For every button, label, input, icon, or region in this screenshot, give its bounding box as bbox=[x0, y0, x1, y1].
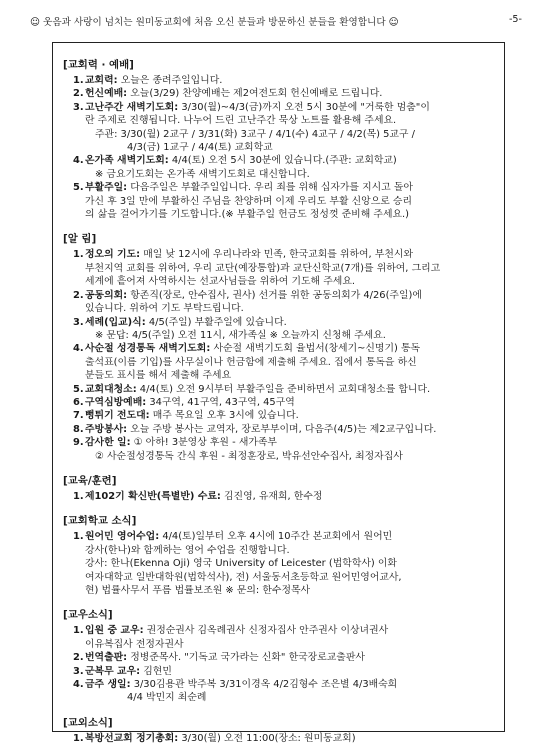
item-continuation: 의 삶을 걸어가기를 기도합니다.(※ 부활주일 헌금도 정성껏 준비해 주세요.) bbox=[85, 209, 410, 221]
item-continuation: 주관: 3/30(월) 2교구 / 3/31(화) 3교구 / 4/1(수) 4교구 / 4/2(목) 5교구 / bbox=[95, 128, 415, 140]
list-item bbox=[73, 396, 494, 409]
item-key: 입원 중 교우: bbox=[85, 625, 144, 637]
item-number: 5. bbox=[73, 383, 84, 395]
item-list bbox=[63, 248, 494, 463]
item-list bbox=[63, 732, 494, 745]
item-key: 세례(입교)식: bbox=[85, 316, 146, 328]
item-number: 7. bbox=[73, 410, 84, 422]
item-number: 4. bbox=[73, 343, 84, 355]
item-continuation: 란 주제로 진행됩니다. 나누어 드린 고난주간 묵상 노트를 활용해 주세요. bbox=[85, 115, 397, 127]
section-title: [ 교우소식 ] bbox=[63, 609, 113, 622]
item-number: 6. bbox=[73, 396, 84, 408]
item-key: 뻥튀기 전도대: bbox=[85, 410, 150, 422]
item-continuation: 강사(한나)와 함께하는 영어 수업을 진행합니다. bbox=[85, 544, 290, 556]
item-number: 1. bbox=[73, 531, 84, 543]
item-continuation: 가신 후 3일 만에 부활하신 주님을 찬양하며 이제 우리도 부활 신앙으로 승리 bbox=[85, 195, 412, 207]
item-key: 구역심방예배: bbox=[85, 396, 147, 408]
item-number: 5. bbox=[73, 182, 84, 194]
section-title: [ 교외소식 ] bbox=[63, 717, 113, 730]
bulletin-frame bbox=[52, 42, 505, 744]
list-item bbox=[73, 732, 494, 745]
item-list bbox=[63, 624, 494, 704]
item-list bbox=[63, 530, 494, 597]
item-continuation: 4/3(금) 1교구 / 4/4(토) 교회학교 bbox=[127, 142, 273, 154]
item-text: 4/4(토) 오전 5시 30분에 있습니다.(주관: 교회학교) bbox=[171, 155, 397, 167]
item-number: 4. bbox=[73, 155, 84, 167]
item-text: 3/30김용관 박주복 3/31이경옥 4/2김형수 조은별 4/3배숙희 bbox=[133, 679, 398, 691]
item-text: 3/30(월)~4/3(금)까지 오전 5시 30분에 "거룩한 멈춤"이 bbox=[181, 101, 430, 113]
item-list bbox=[63, 490, 494, 503]
item-text: 권정순권사 김옥례권사 신정자집사 안주권사 이상녀권사 bbox=[146, 625, 389, 637]
section bbox=[63, 469, 494, 503]
item-continuation: ※ 문답: 4/5(주일) 오전 11시, 새가족실 ※ 오늘까지 신청해 주세요. bbox=[95, 329, 386, 341]
item-list bbox=[63, 74, 494, 221]
item-text: 4/5(주일) 부활주일에 있습니다. bbox=[148, 316, 287, 328]
item-continuation: 이유복집사 전정자권사 bbox=[85, 638, 184, 650]
list-item bbox=[73, 316, 494, 343]
item-text: 오늘(3/29) 찬양예배는 제2여전도회 헌신예배로 드립니다. bbox=[130, 88, 383, 100]
item-key: 주방봉사: bbox=[85, 423, 128, 435]
list-item bbox=[73, 87, 494, 100]
list-item bbox=[73, 101, 494, 155]
item-text: 다음주일은 부활주일입니다. 우리 죄를 위해 십자가를 지시고 돌아 bbox=[130, 182, 413, 194]
item-text: ① 아하! 3분영상 후원 - 새가족부 bbox=[133, 437, 277, 449]
item-continuation: 출석표(이름 기입)를 사무실이나 헌금함에 제출해 주세요. 집에서 통독을 하신 bbox=[85, 356, 417, 368]
list-item bbox=[73, 289, 494, 316]
list-item bbox=[73, 436, 494, 463]
list-item bbox=[73, 423, 494, 436]
item-key: 교회대청소: bbox=[85, 383, 137, 395]
item-number: 1. bbox=[73, 490, 84, 502]
item-number: 8. bbox=[73, 423, 84, 435]
list-item bbox=[73, 490, 494, 503]
item-key: 원어민 영어수업: bbox=[85, 531, 160, 543]
item-text: 항존직(장로, 안수집사, 권사) 선거를 위한 공동의회가 4/26(주일)에 bbox=[130, 289, 422, 301]
item-continuation: 분들도 표시를 해서 제출해 주세요 bbox=[85, 370, 232, 382]
item-text: 4/4(토) 오전 9시부터 부활주일을 준비하면서 교회대청소를 합니다. bbox=[139, 383, 431, 395]
section-title: [ 교회력 · 예배 ] bbox=[63, 59, 134, 72]
item-number: 1. bbox=[73, 732, 84, 744]
item-text: 사순절 새벽기도회 율법서(창세기~신명기) 통독 bbox=[213, 343, 421, 355]
list-item bbox=[73, 74, 494, 87]
list-item bbox=[73, 181, 494, 221]
item-continuation: 강사: 한나(Ekenna Oji) 영국 University of Leicester (법학학사) 이화 bbox=[85, 558, 397, 570]
item-continuation: ※ 금요기도회는 온가족 새벽기도회로 대신합니다. bbox=[95, 168, 310, 180]
item-continuation: 부천지역 교회를 위하여, 우리 교단(예장통합)과 교단신학교(7개)를 위하여, 그리고 bbox=[85, 262, 441, 274]
item-text: 매일 낮 12시에 우리나라와 민족, 한국교회를 위하여, 부천시와 bbox=[143, 249, 413, 261]
section bbox=[63, 711, 494, 745]
item-text: 정병준목사. "기독교 국가라는 신화" 한국장로교출판사 bbox=[130, 652, 365, 664]
item-continuation: 4/4 박민지 최순례 bbox=[127, 692, 207, 704]
item-number: 3. bbox=[73, 665, 84, 677]
item-number: 3. bbox=[73, 101, 84, 113]
list-item bbox=[73, 665, 494, 678]
page-number: -5- bbox=[508, 14, 522, 25]
item-number: 4. bbox=[73, 679, 84, 691]
section bbox=[63, 227, 494, 463]
item-number: 1. bbox=[73, 249, 84, 261]
item-number: 3. bbox=[73, 316, 84, 328]
list-item bbox=[73, 678, 494, 705]
item-text: 김진영, 유재희, 한수정 bbox=[224, 490, 323, 502]
list-item bbox=[73, 530, 494, 597]
item-key: 고난주간 새벽기도회: bbox=[85, 101, 179, 113]
item-number: 1. bbox=[73, 625, 84, 637]
section bbox=[63, 509, 494, 597]
item-key: 번역출판: bbox=[85, 652, 128, 664]
item-text: 4/4(토)일부터 오후 4시에 10주간 본교회에서 원어민 bbox=[162, 531, 393, 543]
item-continuation: 여자대학교 일반대학원(법학석사), 전) 서울동서초등학교 원어민영어교사, bbox=[85, 571, 402, 583]
item-number: 1. bbox=[73, 75, 84, 86]
item-key: 정오의 기도: bbox=[85, 249, 141, 261]
item-text: 3/30(월) 오전 11:00(장소: 원미동교회) bbox=[181, 732, 356, 744]
item-key: 복방선교회 정기총회: bbox=[85, 732, 179, 744]
header-text: ☺ 웃음과 사랑이 넘치는 원미동교회에 처음 오신 분들과 방문하신 분들을 환영합니다 ☺ bbox=[30, 17, 399, 28]
list-item bbox=[73, 383, 494, 396]
item-continuation: 세계에 흩어져 사역하시는 선교사님들을 위하여 기도해 주세요. bbox=[85, 276, 355, 288]
item-key: 사순절 성경통독 새벽기도회: bbox=[85, 343, 211, 355]
item-number: 2. bbox=[73, 289, 84, 301]
item-key: 교회력: bbox=[85, 75, 118, 86]
item-key: 금주 생일: bbox=[85, 679, 131, 691]
item-key: 헌신예배: bbox=[85, 88, 128, 100]
list-item bbox=[73, 651, 494, 664]
item-key: 온가족 새벽기도회: bbox=[85, 155, 169, 167]
section-title: [ 알 림 ] bbox=[63, 233, 96, 246]
section-title: [ 교회학교 소식 ] bbox=[63, 515, 136, 528]
item-key: 군복무 교우: bbox=[85, 665, 141, 677]
item-key: 감사한 일: bbox=[85, 437, 131, 449]
item-continuation: ② 사순절성경통독 간식 후원 - 최정훈장로, 박유선안수집사, 최정자집사 bbox=[95, 450, 403, 462]
section-title: [ 교육/훈련 ] bbox=[63, 475, 116, 488]
item-number: 9. bbox=[73, 437, 84, 449]
item-text: 김현민 bbox=[143, 665, 172, 677]
item-text: 매주 목요일 오후 3시에 있습니다. bbox=[152, 410, 299, 422]
item-key: 공동의회: bbox=[85, 289, 128, 301]
list-item bbox=[73, 248, 494, 288]
section bbox=[63, 53, 494, 221]
list-item bbox=[73, 624, 494, 651]
page-header bbox=[30, 14, 522, 28]
item-text: 오늘 주방 봉사는 교역자, 장로부부이며, 다음주(4/5)는 제2교구입니다. bbox=[130, 423, 437, 435]
item-key: 부활주일: bbox=[85, 182, 128, 194]
item-text: 오늘은 종려주일입니다. bbox=[120, 75, 223, 86]
section bbox=[63, 603, 494, 704]
list-item bbox=[73, 409, 494, 422]
list-item bbox=[73, 154, 494, 181]
item-number: 2. bbox=[73, 88, 84, 100]
item-number: 2. bbox=[73, 652, 84, 664]
item-continuation: 있습니다. 위하여 기도 부탁드립니다. bbox=[85, 303, 244, 315]
item-text: 34구역, 41구역, 43구역, 45구역 bbox=[149, 396, 295, 408]
list-item bbox=[73, 342, 494, 382]
item-key: 제102기 확신반(특별반) 수료: bbox=[85, 490, 221, 502]
item-continuation: 현) 법률사무서 푸름 법률보조원 ※ 문의: 한수정목사 bbox=[85, 585, 311, 596]
